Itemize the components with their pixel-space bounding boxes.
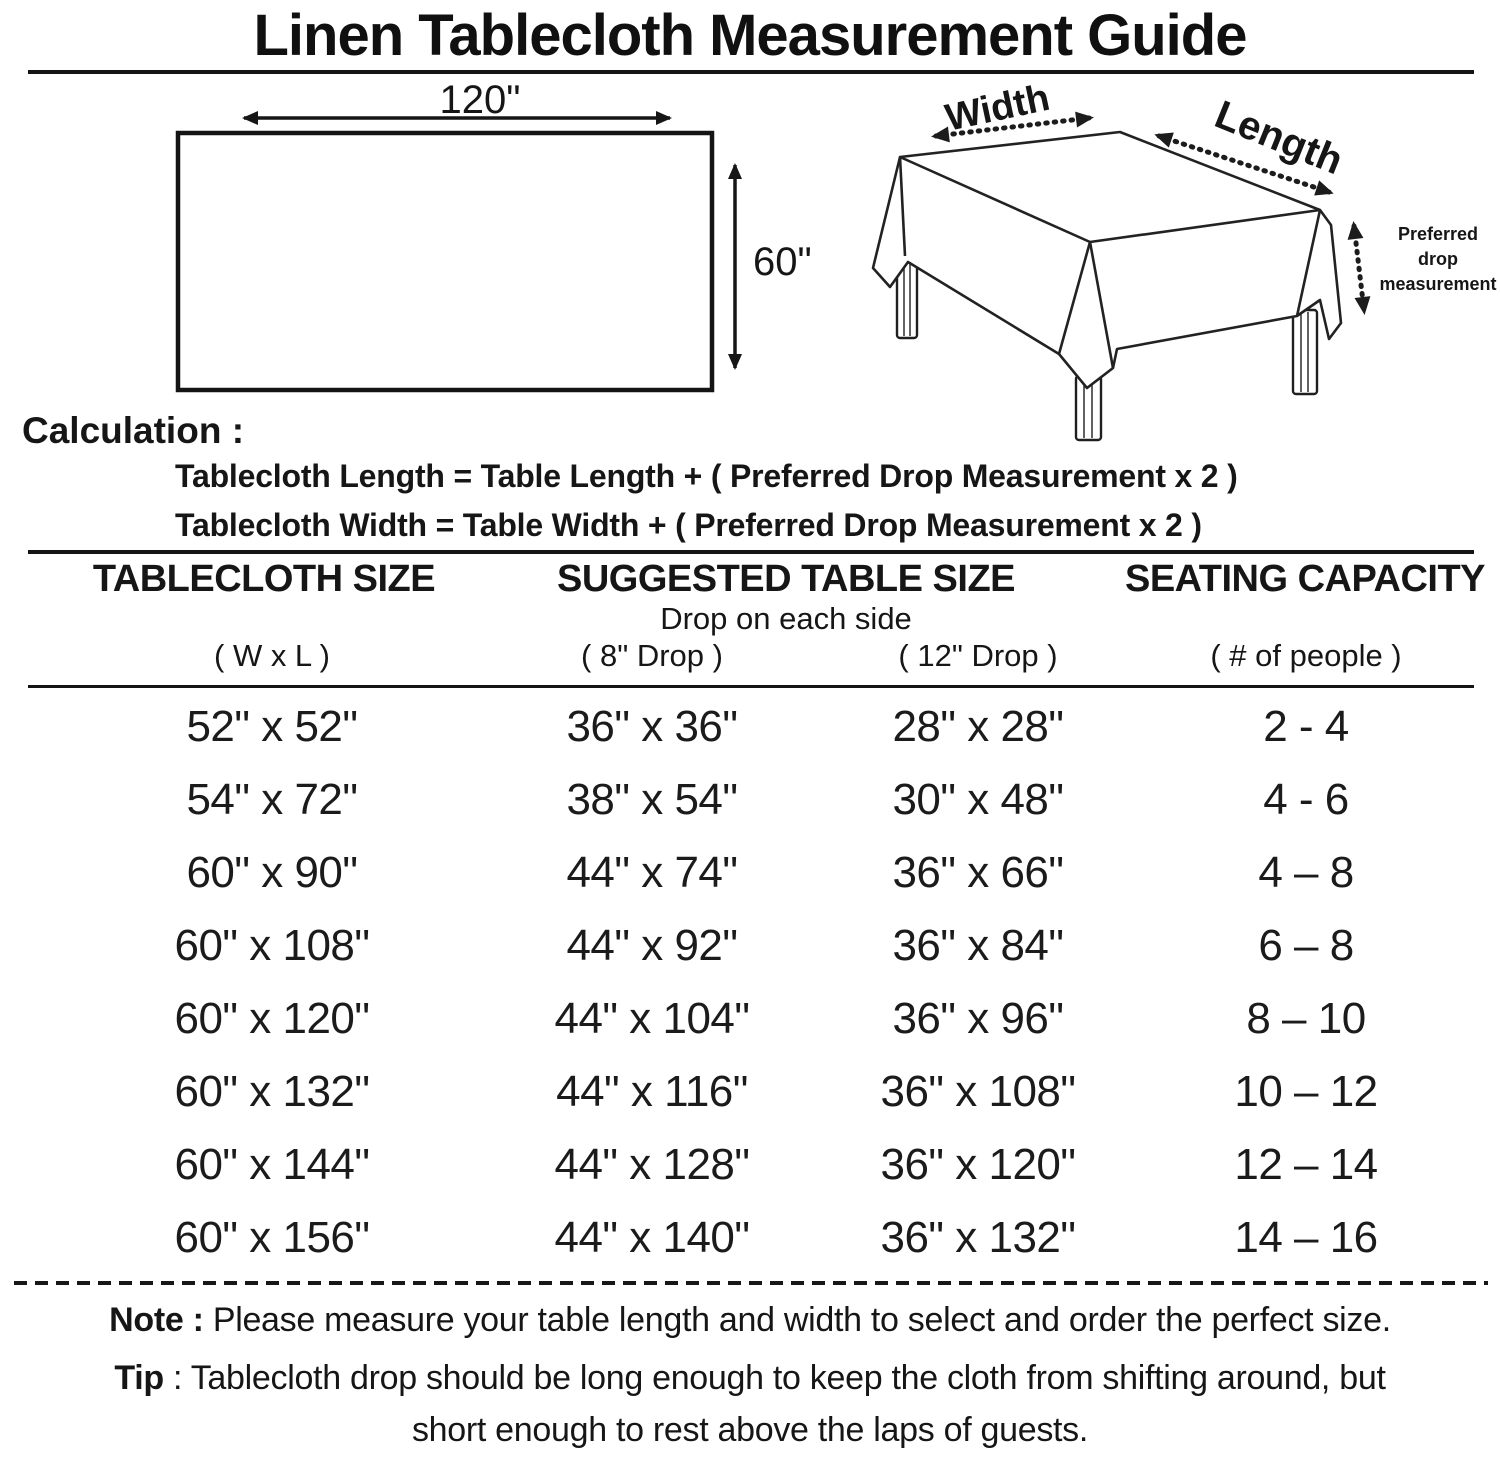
cell-tablecloth-size: 60" x 132" xyxy=(174,1066,370,1116)
page-title: Linen Tablecloth Measurement Guide xyxy=(253,3,1247,68)
cell-12-drop: 36" x 84" xyxy=(892,920,1064,970)
length-formula: Tablecloth Length = Table Length + ( Preferred Drop Measurement x 2 ) xyxy=(175,458,1238,494)
cell-8-drop: 44" x 128" xyxy=(554,1139,750,1189)
table-length-label: Length xyxy=(1208,92,1349,184)
tablecloth-drape xyxy=(873,132,1341,388)
cell-12-drop: 28" x 28" xyxy=(892,701,1064,751)
sub-header-people: ( # of people ) xyxy=(1210,638,1402,673)
tip-text-1: : Tablecloth drop should be long enough to keep the cloth from shifting around, but xyxy=(163,1359,1386,1397)
cell-12-drop: 36" x 108" xyxy=(880,1066,1076,1116)
cell-seating: 14 – 16 xyxy=(1234,1212,1378,1262)
cell-12-drop: 36" x 120" xyxy=(880,1139,1076,1189)
cell-12-drop: 36" x 66" xyxy=(892,847,1064,897)
cell-seating: 10 – 12 xyxy=(1234,1066,1378,1116)
sub-header-8-drop: ( 8" Drop ) xyxy=(581,638,723,673)
note-line xyxy=(0,1301,1500,1340)
width-formula: Tablecloth Width = Table Width + ( Preferred Drop Measurement x 2 ) xyxy=(175,507,1202,543)
drop-arrow xyxy=(1354,226,1364,310)
tablecloth-rectangle xyxy=(178,133,712,390)
note-label: Note : xyxy=(109,1301,204,1339)
sub-header-row xyxy=(30,638,1446,674)
cell-seating: 2 - 4 xyxy=(1263,701,1349,751)
header-divider xyxy=(28,685,1474,688)
svg-text:Preferred: Preferred xyxy=(1397,224,1479,244)
cell-8-drop: 44" x 140" xyxy=(554,1212,750,1262)
cell-tablecloth-size: 54" x 72" xyxy=(186,774,358,824)
table-illustration xyxy=(850,70,1500,470)
tablecloth-rectangle-diagram xyxy=(0,75,850,405)
drop-on-each-side-note: Drop on each side xyxy=(660,601,912,636)
cell-seating: 8 – 10 xyxy=(1246,993,1366,1043)
cell-tablecloth-size: 60" x 120" xyxy=(174,993,370,1043)
size-table xyxy=(30,690,1446,1274)
cell-8-drop: 44" x 92" xyxy=(566,920,738,970)
cell-12-drop: 30" x 48" xyxy=(892,774,1064,824)
cell-8-drop: 44" x 116" xyxy=(556,1066,748,1116)
cell-12-drop: 36" x 132" xyxy=(880,1212,1076,1262)
tip-label: Tip xyxy=(114,1359,164,1397)
width-dimension-label: 120" xyxy=(439,78,521,122)
cell-tablecloth-size: 60" x 90" xyxy=(186,847,358,897)
tip-line-2: short enough to rest above the laps of guests. xyxy=(411,1411,1089,1449)
column-header-suggested-table-size: SUGGESTED TABLE SIZE xyxy=(556,558,1016,600)
column-header-tablecloth-size: TABLECLOTH SIZE xyxy=(92,558,436,600)
cell-tablecloth-size: 60" x 144" xyxy=(174,1139,370,1189)
cell-tablecloth-size: 60" x 108" xyxy=(174,920,370,970)
svg-text:measurement: measurement xyxy=(1379,274,1497,294)
height-dimension-label: 60" xyxy=(753,240,812,284)
cell-8-drop: 36" x 36" xyxy=(566,701,738,751)
sub-header-12-drop: ( 12" Drop ) xyxy=(898,638,1058,673)
cell-8-drop: 44" x 104" xyxy=(554,993,750,1043)
calculation-heading: Calculation : xyxy=(22,410,245,451)
dashed-divider xyxy=(14,1281,1488,1285)
cell-12-drop: 36" x 96" xyxy=(892,993,1064,1043)
table-top-divider xyxy=(28,550,1474,554)
table-width-label: Width xyxy=(941,76,1054,140)
cell-tablecloth-size: 60" x 156" xyxy=(174,1212,370,1262)
cell-seating: 6 – 8 xyxy=(1258,920,1354,970)
cell-8-drop: 38" x 54" xyxy=(566,774,738,824)
cell-seating: 12 – 14 xyxy=(1234,1139,1378,1189)
tip-line-1 xyxy=(0,1359,1500,1398)
cell-seating: 4 – 8 xyxy=(1258,847,1354,897)
sub-header-wxl: ( W x L ) xyxy=(214,638,330,673)
svg-text:drop: drop xyxy=(1418,249,1458,269)
column-header-seating-capacity: SEATING CAPACITY xyxy=(1124,558,1486,600)
cell-seating: 4 - 6 xyxy=(1263,774,1349,824)
cell-8-drop: 44" x 74" xyxy=(566,847,738,897)
preferred-drop-note xyxy=(1379,224,1496,294)
cell-tablecloth-size: 52" x 52" xyxy=(186,701,358,751)
note-text: Please measure your table length and width to select and order the perfect size. xyxy=(203,1301,1391,1339)
